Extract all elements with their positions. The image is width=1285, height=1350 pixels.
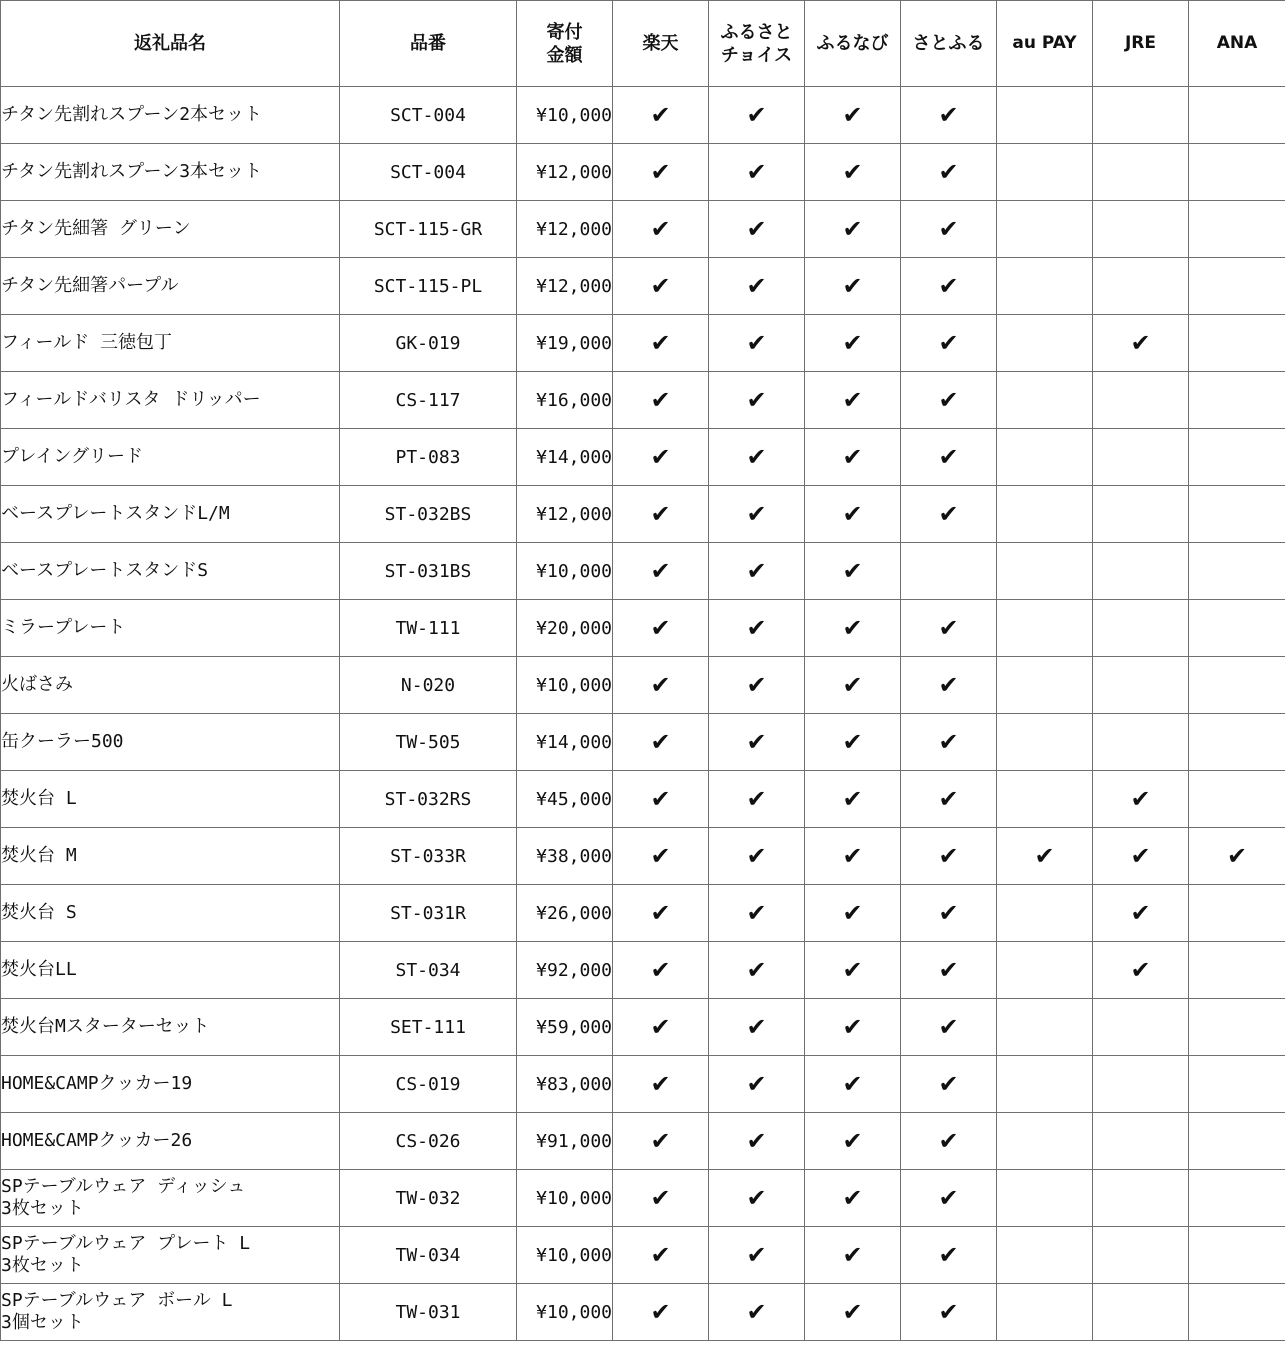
check-icon-furusato-choice: ✔ bbox=[709, 600, 805, 657]
check-icon-rakuten: ✔ bbox=[613, 543, 709, 600]
check-icon-satofuru: ✔ bbox=[901, 1227, 997, 1284]
check-icon-satofuru: ✔ bbox=[901, 771, 997, 828]
empty-cell-au-pay bbox=[997, 999, 1093, 1056]
check-icon-furunavi: ✔ bbox=[805, 714, 901, 771]
check-icon-satofuru: ✔ bbox=[901, 942, 997, 999]
item-code-cell: ST-032BS bbox=[340, 486, 517, 543]
empty-cell-jre bbox=[1093, 144, 1189, 201]
check-icon-furunavi: ✔ bbox=[805, 771, 901, 828]
empty-cell-ana bbox=[1189, 1170, 1285, 1227]
header-satofuru: さとふる bbox=[901, 1, 997, 87]
empty-cell-ana bbox=[1189, 600, 1285, 657]
check-icon-furunavi: ✔ bbox=[805, 657, 901, 714]
empty-cell-ana bbox=[1189, 1227, 1285, 1284]
check-icon-furunavi: ✔ bbox=[805, 999, 901, 1056]
donation-amount-cell: ¥38,000 bbox=[517, 828, 613, 885]
item-code-cell: CS-117 bbox=[340, 372, 517, 429]
table-row bbox=[1, 315, 1285, 372]
table-row bbox=[1, 771, 1285, 828]
check-icon-furusato-choice: ✔ bbox=[709, 1056, 805, 1113]
empty-cell-au-pay bbox=[997, 201, 1093, 258]
check-icon-furusato-choice: ✔ bbox=[709, 828, 805, 885]
check-icon-furusato-choice: ✔ bbox=[709, 486, 805, 543]
item-code-cell: CS-019 bbox=[340, 1056, 517, 1113]
check-icon-furusato-choice: ✔ bbox=[709, 1113, 805, 1170]
check-icon-rakuten: ✔ bbox=[613, 885, 709, 942]
empty-cell-ana bbox=[1189, 372, 1285, 429]
empty-cell-au-pay bbox=[997, 1113, 1093, 1170]
donation-amount-cell: ¥20,000 bbox=[517, 600, 613, 657]
table-row bbox=[1, 657, 1285, 714]
empty-cell-jre bbox=[1093, 87, 1189, 144]
empty-cell-ana bbox=[1189, 429, 1285, 486]
donation-amount-cell: ¥92,000 bbox=[517, 942, 613, 999]
check-icon-satofuru: ✔ bbox=[901, 657, 997, 714]
table-row bbox=[1, 999, 1285, 1056]
table-row bbox=[1, 885, 1285, 942]
check-icon-satofuru: ✔ bbox=[901, 828, 997, 885]
check-icon-satofuru: ✔ bbox=[901, 1113, 997, 1170]
empty-cell-ana bbox=[1189, 1056, 1285, 1113]
empty-cell-au-pay bbox=[997, 657, 1093, 714]
check-icon-satofuru: ✔ bbox=[901, 258, 997, 315]
check-icon-furunavi: ✔ bbox=[805, 429, 901, 486]
check-icon-furunavi: ✔ bbox=[805, 144, 901, 201]
check-icon-furusato-choice: ✔ bbox=[709, 657, 805, 714]
table-row bbox=[1, 372, 1285, 429]
header-furunavi: ふるなび bbox=[805, 1, 901, 87]
empty-cell-jre bbox=[1093, 486, 1189, 543]
empty-cell-ana bbox=[1189, 144, 1285, 201]
empty-cell-ana bbox=[1189, 543, 1285, 600]
empty-cell-au-pay bbox=[997, 1056, 1093, 1113]
item-code-cell: TW-034 bbox=[340, 1227, 517, 1284]
item-code-cell: ST-031R bbox=[340, 885, 517, 942]
empty-cell-ana bbox=[1189, 1113, 1285, 1170]
check-icon-furusato-choice: ✔ bbox=[709, 714, 805, 771]
empty-cell-ana bbox=[1189, 942, 1285, 999]
empty-cell-au-pay bbox=[997, 372, 1093, 429]
empty-cell-jre bbox=[1093, 1056, 1189, 1113]
check-icon-rakuten: ✔ bbox=[613, 201, 709, 258]
header-amount: 寄付 金額 bbox=[517, 1, 613, 87]
check-icon-rakuten: ✔ bbox=[613, 600, 709, 657]
empty-cell-jre bbox=[1093, 714, 1189, 771]
empty-cell-au-pay bbox=[997, 714, 1093, 771]
check-icon-satofuru: ✔ bbox=[901, 1170, 997, 1227]
item-name-cell: チタン先割れスプーン3本セット bbox=[1, 144, 340, 201]
check-icon-furunavi: ✔ bbox=[805, 885, 901, 942]
empty-cell-ana bbox=[1189, 714, 1285, 771]
empty-cell-ana bbox=[1189, 87, 1285, 144]
donation-amount-cell: ¥10,000 bbox=[517, 657, 613, 714]
item-name-cell: ベースプレートスタンドL/M bbox=[1, 486, 340, 543]
item-code-cell: GK-019 bbox=[340, 315, 517, 372]
empty-cell-au-pay bbox=[997, 258, 1093, 315]
empty-cell-ana bbox=[1189, 486, 1285, 543]
donation-amount-cell: ¥10,000 bbox=[517, 1227, 613, 1284]
check-icon-rakuten: ✔ bbox=[613, 258, 709, 315]
item-name-cell: 焚火台Mスターターセット bbox=[1, 999, 340, 1056]
donation-amount-cell: ¥16,000 bbox=[517, 372, 613, 429]
check-icon-rakuten: ✔ bbox=[613, 1227, 709, 1284]
item-code-cell: SCT-115-GR bbox=[340, 201, 517, 258]
check-icon-rakuten: ✔ bbox=[613, 828, 709, 885]
check-icon-rakuten: ✔ bbox=[613, 657, 709, 714]
header-au-pay: au PAY bbox=[997, 1, 1093, 87]
empty-cell-au-pay bbox=[997, 429, 1093, 486]
empty-cell-au-pay bbox=[997, 1284, 1093, 1341]
donation-amount-cell: ¥26,000 bbox=[517, 885, 613, 942]
item-code-cell: N-020 bbox=[340, 657, 517, 714]
check-icon-satofuru: ✔ bbox=[901, 201, 997, 258]
empty-cell-au-pay bbox=[997, 1170, 1093, 1227]
empty-cell-ana bbox=[1189, 999, 1285, 1056]
empty-cell-ana bbox=[1189, 885, 1285, 942]
item-name-cell: SPテーブルウェア ボール L 3個セット bbox=[1, 1284, 340, 1341]
header-name: 返礼品名 bbox=[1, 1, 340, 87]
empty-cell-jre bbox=[1093, 999, 1189, 1056]
table-row bbox=[1, 1227, 1285, 1284]
check-icon-furusato-choice: ✔ bbox=[709, 1284, 805, 1341]
empty-cell-ana bbox=[1189, 201, 1285, 258]
check-icon-satofuru: ✔ bbox=[901, 999, 997, 1056]
table-row bbox=[1, 600, 1285, 657]
check-icon-rakuten: ✔ bbox=[613, 486, 709, 543]
check-icon-furusato-choice: ✔ bbox=[709, 885, 805, 942]
item-name-cell: ベースプレートスタンドS bbox=[1, 543, 340, 600]
check-icon-furusato-choice: ✔ bbox=[709, 201, 805, 258]
item-code-cell: TW-505 bbox=[340, 714, 517, 771]
check-icon-satofuru: ✔ bbox=[901, 429, 997, 486]
check-icon-furunavi: ✔ bbox=[805, 600, 901, 657]
check-icon-rakuten: ✔ bbox=[613, 1170, 709, 1227]
check-icon-furunavi: ✔ bbox=[805, 315, 901, 372]
check-icon-furunavi: ✔ bbox=[805, 942, 901, 999]
header-jre: JRE bbox=[1093, 1, 1189, 87]
empty-cell-ana bbox=[1189, 258, 1285, 315]
empty-cell-au-pay bbox=[997, 315, 1093, 372]
item-code-cell: SET-111 bbox=[340, 999, 517, 1056]
check-icon-furusato-choice: ✔ bbox=[709, 1170, 805, 1227]
check-icon-furunavi: ✔ bbox=[805, 201, 901, 258]
item-code-cell: ST-031BS bbox=[340, 543, 517, 600]
item-name-cell: SPテーブルウェア ディッシュ 3枚セット bbox=[1, 1170, 340, 1227]
check-icon-furusato-choice: ✔ bbox=[709, 87, 805, 144]
table-row bbox=[1, 201, 1285, 258]
check-icon-satofuru: ✔ bbox=[901, 714, 997, 771]
check-icon-furunavi: ✔ bbox=[805, 486, 901, 543]
empty-cell-au-pay bbox=[997, 885, 1093, 942]
item-code-cell: ST-032RS bbox=[340, 771, 517, 828]
item-code-cell: SCT-115-PL bbox=[340, 258, 517, 315]
item-name-cell: フィールドバリスタ ドリッパー bbox=[1, 372, 340, 429]
empty-cell-jre bbox=[1093, 258, 1189, 315]
check-icon-furusato-choice: ✔ bbox=[709, 429, 805, 486]
empty-cell-satofuru bbox=[901, 543, 997, 600]
check-icon-furunavi: ✔ bbox=[805, 1170, 901, 1227]
item-name-cell: プレイングリード bbox=[1, 429, 340, 486]
empty-cell-jre bbox=[1093, 429, 1189, 486]
item-name-cell: チタン先割れスプーン2本セット bbox=[1, 87, 340, 144]
empty-cell-jre bbox=[1093, 201, 1189, 258]
header-row bbox=[1, 1, 1285, 87]
check-icon-furunavi: ✔ bbox=[805, 1113, 901, 1170]
item-name-cell: 火ばさみ bbox=[1, 657, 340, 714]
check-icon-furusato-choice: ✔ bbox=[709, 543, 805, 600]
donation-amount-cell: ¥10,000 bbox=[517, 543, 613, 600]
donation-amount-cell: ¥12,000 bbox=[517, 201, 613, 258]
empty-cell-au-pay bbox=[997, 771, 1093, 828]
check-icon-satofuru: ✔ bbox=[901, 1284, 997, 1341]
item-name-cell: ミラープレート bbox=[1, 600, 340, 657]
check-icon-rakuten: ✔ bbox=[613, 1113, 709, 1170]
table-row bbox=[1, 1170, 1285, 1227]
check-icon-furunavi: ✔ bbox=[805, 828, 901, 885]
item-name-cell: HOME&CAMPクッカー26 bbox=[1, 1113, 340, 1170]
donation-amount-cell: ¥12,000 bbox=[517, 144, 613, 201]
check-icon-rakuten: ✔ bbox=[613, 429, 709, 486]
donation-amount-cell: ¥91,000 bbox=[517, 1113, 613, 1170]
donation-amount-cell: ¥14,000 bbox=[517, 714, 613, 771]
check-icon-satofuru: ✔ bbox=[901, 372, 997, 429]
empty-cell-jre bbox=[1093, 657, 1189, 714]
check-icon-furunavi: ✔ bbox=[805, 543, 901, 600]
table-row bbox=[1, 258, 1285, 315]
table-row bbox=[1, 543, 1285, 600]
check-icon-rakuten: ✔ bbox=[613, 942, 709, 999]
item-name-cell: SPテーブルウェア プレート L 3枚セット bbox=[1, 1227, 340, 1284]
item-name-cell: チタン先細箸パープル bbox=[1, 258, 340, 315]
item-code-cell: TW-031 bbox=[340, 1284, 517, 1341]
check-icon-furusato-choice: ✔ bbox=[709, 258, 805, 315]
header-rakuten: 楽天 bbox=[613, 1, 709, 87]
empty-cell-ana bbox=[1189, 315, 1285, 372]
check-icon-furusato-choice: ✔ bbox=[709, 315, 805, 372]
check-icon-ana: ✔ bbox=[1189, 828, 1285, 885]
item-code-cell: PT-083 bbox=[340, 429, 517, 486]
table-row bbox=[1, 942, 1285, 999]
empty-cell-au-pay bbox=[997, 1227, 1093, 1284]
table-row bbox=[1, 87, 1285, 144]
check-icon-satofuru: ✔ bbox=[901, 144, 997, 201]
header-code: 品番 bbox=[340, 1, 517, 87]
check-icon-satofuru: ✔ bbox=[901, 885, 997, 942]
donation-amount-cell: ¥12,000 bbox=[517, 258, 613, 315]
item-code-cell: ST-034 bbox=[340, 942, 517, 999]
check-icon-satofuru: ✔ bbox=[901, 87, 997, 144]
check-icon-furunavi: ✔ bbox=[805, 87, 901, 144]
donation-amount-cell: ¥12,000 bbox=[517, 486, 613, 543]
check-icon-rakuten: ✔ bbox=[613, 144, 709, 201]
check-icon-satofuru: ✔ bbox=[901, 315, 997, 372]
check-icon-furusato-choice: ✔ bbox=[709, 999, 805, 1056]
item-code-cell: ST-033R bbox=[340, 828, 517, 885]
check-icon-furusato-choice: ✔ bbox=[709, 771, 805, 828]
donation-amount-cell: ¥10,000 bbox=[517, 1284, 613, 1341]
donation-amount-cell: ¥14,000 bbox=[517, 429, 613, 486]
header-furusato-choice: ふるさと チョイス bbox=[709, 1, 805, 87]
check-icon-furunavi: ✔ bbox=[805, 1056, 901, 1113]
check-icon-rakuten: ✔ bbox=[613, 372, 709, 429]
item-name-cell: 焚火台LL bbox=[1, 942, 340, 999]
item-code-cell: SCT-004 bbox=[340, 144, 517, 201]
donation-amount-cell: ¥19,000 bbox=[517, 315, 613, 372]
item-code-cell: TW-032 bbox=[340, 1170, 517, 1227]
check-icon-rakuten: ✔ bbox=[613, 1284, 709, 1341]
check-icon-furusato-choice: ✔ bbox=[709, 1227, 805, 1284]
check-icon-au-pay: ✔ bbox=[997, 828, 1093, 885]
check-icon-rakuten: ✔ bbox=[613, 315, 709, 372]
item-name-cell: フィールド 三徳包丁 bbox=[1, 315, 340, 372]
check-icon-furunavi: ✔ bbox=[805, 372, 901, 429]
donation-amount-cell: ¥10,000 bbox=[517, 87, 613, 144]
check-icon-satofuru: ✔ bbox=[901, 600, 997, 657]
check-icon-rakuten: ✔ bbox=[613, 771, 709, 828]
item-code-cell: CS-026 bbox=[340, 1113, 517, 1170]
empty-cell-ana bbox=[1189, 657, 1285, 714]
empty-cell-jre bbox=[1093, 372, 1189, 429]
item-name-cell: チタン先細箸 グリーン bbox=[1, 201, 340, 258]
empty-cell-jre bbox=[1093, 1113, 1189, 1170]
check-icon-jre: ✔ bbox=[1093, 942, 1189, 999]
item-name-cell: 焚火台 M bbox=[1, 828, 340, 885]
check-icon-rakuten: ✔ bbox=[613, 1056, 709, 1113]
empty-cell-au-pay bbox=[997, 543, 1093, 600]
donation-amount-cell: ¥59,000 bbox=[517, 999, 613, 1056]
check-icon-jre: ✔ bbox=[1093, 771, 1189, 828]
item-name-cell: 焚火台 L bbox=[1, 771, 340, 828]
check-icon-rakuten: ✔ bbox=[613, 714, 709, 771]
check-icon-furusato-choice: ✔ bbox=[709, 372, 805, 429]
header-ana: ANA bbox=[1189, 1, 1285, 87]
table-body bbox=[1, 87, 1285, 1341]
table-row bbox=[1, 429, 1285, 486]
check-icon-jre: ✔ bbox=[1093, 828, 1189, 885]
check-icon-jre: ✔ bbox=[1093, 315, 1189, 372]
donation-amount-cell: ¥10,000 bbox=[517, 1170, 613, 1227]
empty-cell-ana bbox=[1189, 771, 1285, 828]
empty-cell-jre bbox=[1093, 600, 1189, 657]
table-row bbox=[1, 714, 1285, 771]
empty-cell-jre bbox=[1093, 1170, 1189, 1227]
check-icon-jre: ✔ bbox=[1093, 885, 1189, 942]
empty-cell-au-pay bbox=[997, 144, 1093, 201]
donation-amount-cell: ¥83,000 bbox=[517, 1056, 613, 1113]
table-row bbox=[1, 1284, 1285, 1341]
check-icon-furunavi: ✔ bbox=[805, 258, 901, 315]
check-icon-furusato-choice: ✔ bbox=[709, 942, 805, 999]
check-icon-satofuru: ✔ bbox=[901, 1056, 997, 1113]
empty-cell-au-pay bbox=[997, 87, 1093, 144]
item-name-cell: HOME&CAMPクッカー19 bbox=[1, 1056, 340, 1113]
check-icon-furunavi: ✔ bbox=[805, 1284, 901, 1341]
empty-cell-au-pay bbox=[997, 600, 1093, 657]
item-code-cell: SCT-004 bbox=[340, 87, 517, 144]
empty-cell-au-pay bbox=[997, 942, 1093, 999]
table-row bbox=[1, 828, 1285, 885]
item-name-cell: 缶クーラー500 bbox=[1, 714, 340, 771]
check-icon-satofuru: ✔ bbox=[901, 486, 997, 543]
check-icon-furunavi: ✔ bbox=[805, 1227, 901, 1284]
empty-cell-ana bbox=[1189, 1284, 1285, 1341]
empty-cell-jre bbox=[1093, 543, 1189, 600]
table-row bbox=[1, 144, 1285, 201]
empty-cell-jre bbox=[1093, 1284, 1189, 1341]
check-icon-furusato-choice: ✔ bbox=[709, 144, 805, 201]
donation-amount-cell: ¥45,000 bbox=[517, 771, 613, 828]
check-icon-rakuten: ✔ bbox=[613, 999, 709, 1056]
table-row bbox=[1, 1056, 1285, 1113]
table-row bbox=[1, 1113, 1285, 1170]
check-icon-rakuten: ✔ bbox=[613, 87, 709, 144]
item-code-cell: TW-111 bbox=[340, 600, 517, 657]
empty-cell-jre bbox=[1093, 1227, 1189, 1284]
table-row bbox=[1, 486, 1285, 543]
empty-cell-au-pay bbox=[997, 486, 1093, 543]
item-name-cell: 焚火台 S bbox=[1, 885, 340, 942]
